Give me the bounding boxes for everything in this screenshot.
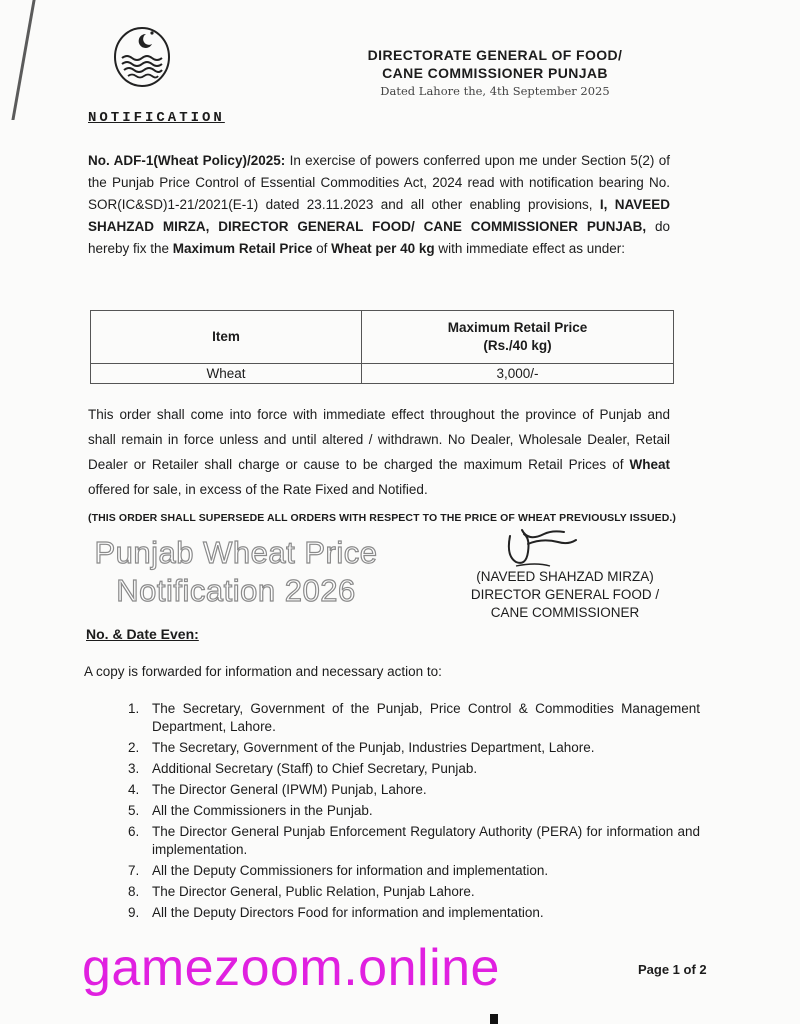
commodity-phrase: Wheat per 40 kg [331, 241, 435, 256]
watermark-line-2: Notification 2026 [116, 573, 356, 608]
cell-item: Wheat [91, 364, 362, 384]
list-item [128, 904, 700, 922]
list-item-number: 6. [128, 824, 140, 839]
supersede-note: (THIS ORDER SHALL SUPERSEDE ALL ORDERS WITH RESPECT TO THE PRICE OF WHEAT PREVIOUSLY ISSUED.) [88, 512, 677, 524]
order-wheat: Wheat [629, 457, 670, 472]
list-item [128, 781, 700, 799]
list-item-number: 2. [128, 740, 140, 755]
list-item-text: All the Deputy Commissioners for information and implementation. [152, 863, 549, 878]
scan-edge-line [11, 0, 35, 120]
watermark-line-1: Punjab Wheat Price [94, 535, 378, 570]
header-item: Item [91, 311, 362, 364]
body-text-b: do hereby fix the [88, 219, 670, 256]
list-item-text: All the Deputy Directors Food for information and implementation. [152, 905, 544, 920]
list-item-text: Additional Secretary (Staff) to Chief Secretary, Punjab. [152, 761, 478, 776]
site-watermark: gamezoom.online [82, 939, 500, 997]
date-even-heading: No. & Date Even: [86, 626, 199, 642]
header-price-line-2: (Rs./40 kg) [483, 338, 552, 353]
header-price [362, 311, 674, 364]
signatory-title-2: CANE COMMISSIONER [490, 605, 640, 620]
letterhead [330, 46, 660, 98]
page-number: Page 1 of 2 [638, 962, 707, 977]
scan-mark [490, 1014, 498, 1024]
header-price-line-1: Maximum Retail Price [447, 320, 588, 335]
list-item-text: The Secretary, Government of the Punjab, Price Control & Commodities Management Department, Lahore. [152, 701, 700, 734]
dated-line: Dated Lahore the, 4th September 2025 [380, 84, 610, 98]
list-item-text: The Director General Punjab Enforcement Regulatory Authority (PERA) for information and implementation. [152, 824, 700, 857]
reference-number: No. ADF-1(Wheat Policy)/2025: [88, 153, 286, 168]
notification-body [88, 150, 670, 260]
list-item [128, 760, 700, 778]
list-item-number: 1. [128, 701, 140, 716]
signatory-name: (NAVEED SHAHZAD MIRZA) [476, 569, 654, 584]
list-item [128, 823, 700, 859]
price-phrase: Maximum Retail Price [172, 241, 313, 256]
list-item [128, 862, 700, 880]
letterhead-line-2: CANE COMMISSIONER PUNJAB [382, 65, 608, 81]
body-text-d: with immediate effect as under: [434, 241, 626, 256]
list-item [128, 883, 700, 901]
list-item-number: 9. [128, 905, 140, 920]
list-item-text: All the Commissioners in the Punjab. [152, 803, 373, 818]
list-item-number: 4. [128, 782, 140, 797]
list-item-text: The Secretary, Government of the Punjab, Industries Department, Lahore. [152, 740, 595, 755]
list-item-number: 8. [128, 884, 140, 899]
body-text-a: In exercise of powers conferred upon me under Section 5(2) of the Punjab Price Control of Essential Commodities Act, 2024 read with notification bearing No. SOR(IC&SD)1-21/2021(E-1) dated 23.11.2023 and all other enabling provisions, [88, 153, 670, 212]
order-text-a: This order shall come into force with immediate effect throughout the province of Punjab and shall remain in force unless and until altered / withdrawn. No Dealer, Wholesale Dealer, Retail Dealer or Retailer shall charge or cause to be charged the maximum Retail Prices of [88, 407, 670, 472]
list-item-number: 7. [128, 863, 140, 878]
officer-name: I, NAVEED SHAHZAD MIRZA, DIRECTOR GENERAL FOOD/ CANE COMMISSIONER PUNJAB, [88, 197, 670, 234]
list-item-number: 5. [128, 803, 140, 818]
title-watermark [66, 534, 406, 610]
cell-price: 3,000/- [362, 364, 674, 384]
list-item-text: The Director General (IPWM) Punjab, Lahore. [152, 782, 427, 797]
letterhead-line-1: DIRECTORATE GENERAL OF FOOD/ [367, 47, 623, 63]
price-table [90, 310, 674, 384]
government-emblem-icon [112, 24, 172, 88]
distribution-list [128, 700, 700, 925]
signatory-block [440, 568, 690, 622]
list-item [128, 739, 700, 757]
signatory-title-1: DIRECTOR GENERAL FOOD / [470, 587, 660, 602]
table-row [91, 364, 674, 384]
notification-title: NOTIFICATION [88, 110, 225, 126]
signature-icon [492, 522, 582, 570]
forward-text: A copy is forwarded for information and necessary action to: [84, 664, 442, 679]
order-text-b: offered for sale, in excess of the Rate Fixed and Notified. [88, 482, 428, 497]
list-item [128, 700, 700, 736]
body-text-c: of [312, 241, 332, 256]
list-item-text: The Director General, Public Relation, Punjab Lahore. [152, 884, 475, 899]
order-paragraph [88, 402, 670, 502]
list-item [128, 802, 700, 820]
table-header-row [91, 311, 674, 364]
list-item-number: 3. [128, 761, 140, 776]
